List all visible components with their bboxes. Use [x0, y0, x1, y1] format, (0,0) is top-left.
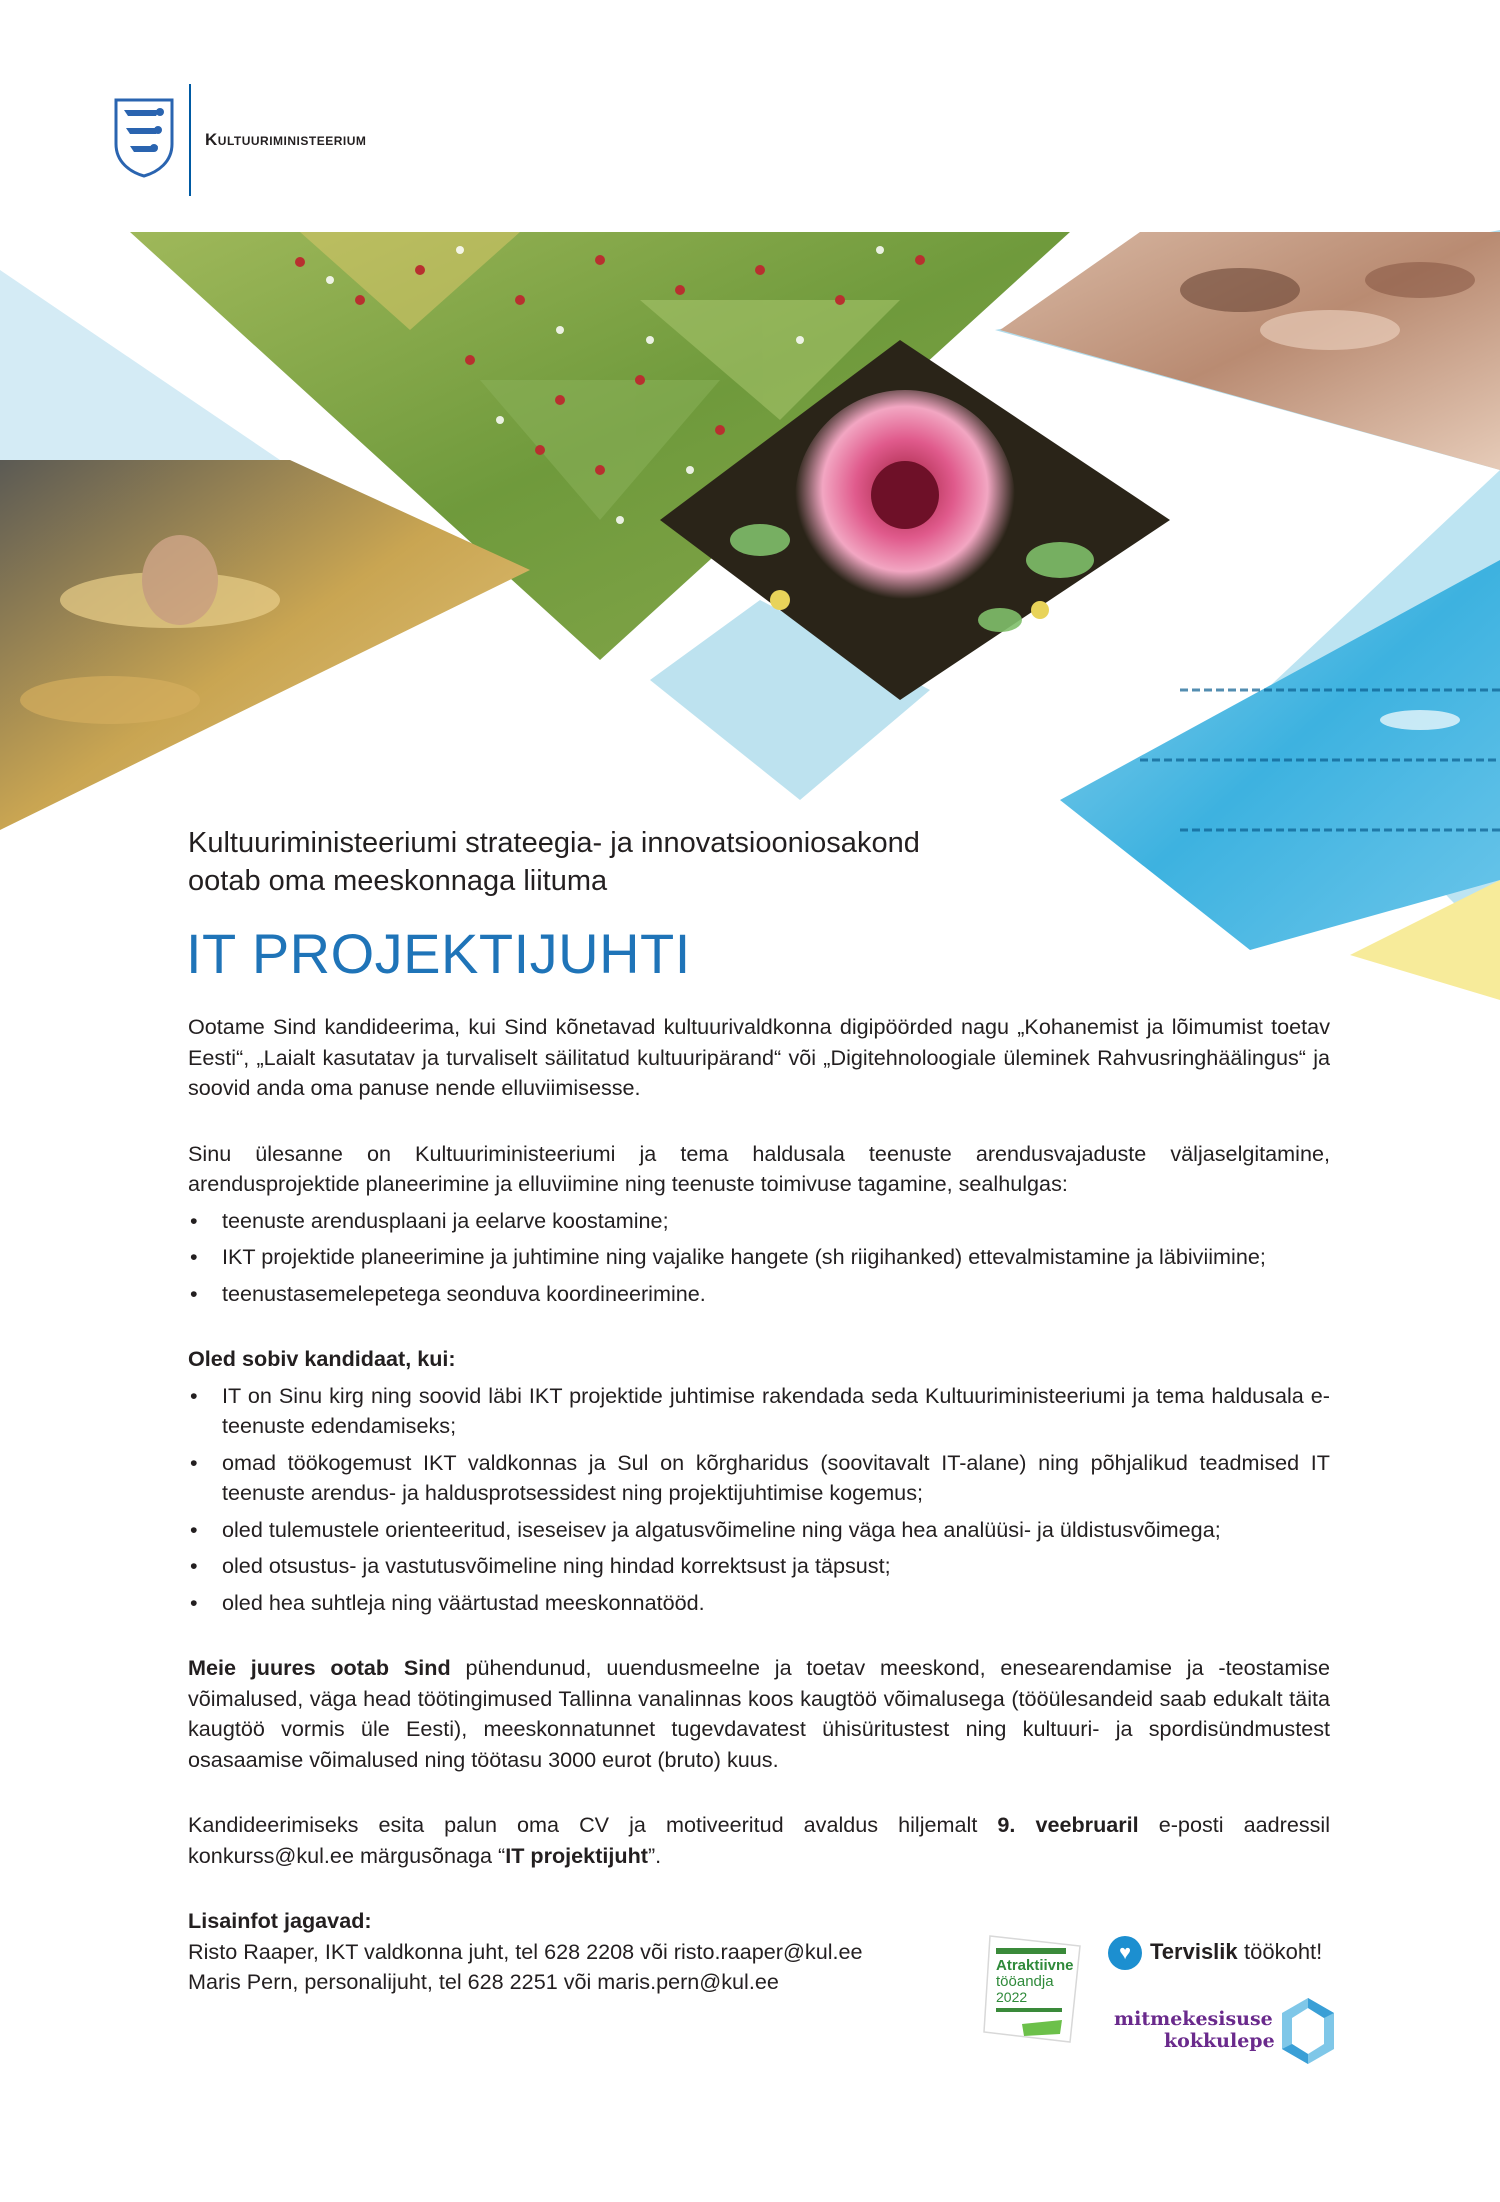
- tasks-intro: Sinu ülesanne on Kultuuriministeeriumi ja tema haldusala teenuste arendusvajaduste väljaselgitamine, arendusprojektide planeerimine ja elluviimine ning teenuste toimivuse tagamine, sealhulgas:: [188, 1140, 1330, 1196]
- ad-content: [188, 1012, 1330, 1998]
- list-item: • oled otsustus- ja vastutusvõimeline ning hindad korrektsust ja täpsust;: [190, 1553, 891, 1578]
- contacts-heading: Lisainfot jagavad:: [188, 1908, 372, 1933]
- diversity-line-1: mitmekesisuse: [1114, 2008, 1273, 2030]
- candidate-list: [188, 1381, 1330, 1619]
- list-item: • IKT projektide planeerimine ja juhtimine ning vajalike hangete (sh riigihanked) ettevalmistamine ja läbiviimine;: [190, 1244, 1266, 1269]
- three-lions-crest-icon: [112, 98, 176, 178]
- diversity-line-2: kokkulepe: [1164, 2030, 1275, 2052]
- list-item: • teenustasemelepetega seonduva koordineerimine.: [190, 1280, 706, 1306]
- diversity-agreement-badge: [1110, 1996, 1335, 2066]
- list-item: • omad töökogemust IKT valdkonnas ja Sul on kõrgharidus (soovitavalt IT-alane) ning põhjalikud teadmised IT teenuste arendus- ja haldusprotsessidest ning projektijuhtimise kogemus;: [190, 1449, 1330, 1505]
- tookoht-label: töökoht!: [1244, 1939, 1323, 1964]
- list-item: • teenuste arendusplaani ja eelarve koostamine;: [190, 1207, 669, 1233]
- contact-line-2: Maris Pern, personalijuht, tel 628 2251 või maris.pern@kul.ee: [188, 1969, 779, 1994]
- candidate-heading: Oled sobiv kandidaat, kui:: [188, 1346, 456, 1371]
- tasks-list: [188, 1206, 1330, 1310]
- list-item: • oled tulemustele orienteeritud, iseseisev ja algatusvõimeline ning väga hea analüüsi- ja üldistusvõimega;: [190, 1516, 1221, 1542]
- badge-line-2: tööandja: [996, 1973, 1054, 1990]
- logo-divider: [189, 84, 191, 196]
- intro-line-1: Kultuuriministeeriumi strateegia- ja innovatsiooniosakond: [188, 827, 920, 859]
- healthy-heart-icon: ♥: [1108, 1936, 1142, 1970]
- job-title: IT PROJEKTIJUHTI: [186, 922, 691, 985]
- tervislik-label: Tervislik: [1150, 1939, 1238, 1964]
- intro-text: [188, 824, 1288, 900]
- diversity-hexagon-icon: [1280, 1996, 1336, 2066]
- keyword: IT projektijuht: [505, 1842, 648, 1868]
- offer-paragraph: Meie juures ootab Sind pühendunud, uuendusmeelne ja toetav meeskond, enesearendamise ja -teostamise võimalused, väga head töötingimused Tallinna vanalinnas koos kaugtöö võimalusega (tööülesandeid saab edukalt täita kaugtöö vormis üle Eesti), meeskonnatunnet tugevdavatest ühisüritustest ning kultuuri- ja spordisündmustest osasaamise võimalused ning töötasu 3000 eurot (bruto) kuus.: [188, 1655, 1330, 1772]
- intro-line-2: ootab oma meeskonnaga liituma: [188, 865, 608, 897]
- ministry-name: Kultuuriministeerium: [205, 130, 367, 149]
- badge-line-1: Atraktiivne: [996, 1957, 1074, 1974]
- attractive-employer-badge: [982, 1934, 1082, 2044]
- list-item: • oled hea suhtleja ning väärtustad meeskonnatööd.: [190, 1589, 705, 1615]
- paragraph-intro: Ootame Sind kandideerima, kui Sind kõnetavad kultuurivaldkonna digipöörded nagu „Kohanemist ja lõimumist toetav Eesti“, „Laialt kasutatav ja turvaliselt säilitatud kultuuripärand“ või „Digitehnoloogiale üleminek Rahvusringhäälingus“ ja soovid anda oma panuse nende elluviimisesse.: [188, 1014, 1330, 1100]
- healthy-workplace-badge: [1108, 1934, 1338, 1974]
- badge-year: 2022: [996, 1989, 1028, 2005]
- apply-paragraph: Kandideerimiseks esita palun oma CV ja motiveeritud avaldus hiljemalt 9. veebruaril e-posti aadressil konkurss@kul.ee märgusõnaga “IT projektijuht”.: [188, 1812, 1331, 1868]
- contact-line-1: Risto Raaper, IKT valdkonna juht, tel 628 2208 või risto.raaper@kul.ee: [188, 1938, 863, 1964]
- deadline: 9. veebruaril: [997, 1812, 1139, 1837]
- list-item: • IT on Sinu kirg ning soovid läbi IKT projektide juhtimise rakendada seda Kultuuriministeeriumi ja tema haldusala e-teenuste edendamiseks;: [190, 1382, 1330, 1438]
